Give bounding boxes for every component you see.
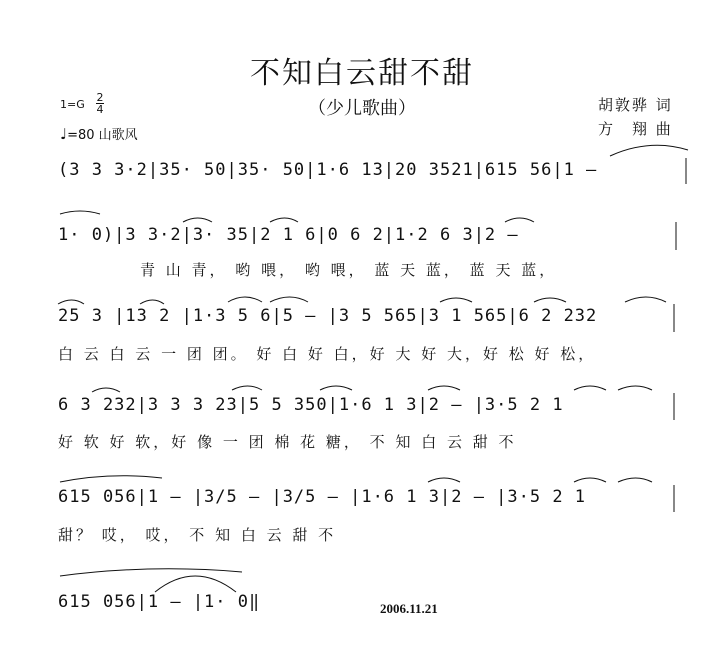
tie-row-6-long bbox=[60, 569, 242, 576]
tie-row-6-b bbox=[155, 576, 236, 592]
tie-row-4-e bbox=[574, 386, 606, 390]
tie-row-2-start bbox=[60, 211, 100, 214]
tie-row-3-b bbox=[140, 300, 164, 304]
tie-row-2-c bbox=[505, 218, 534, 222]
tie-row-5-long bbox=[60, 476, 162, 482]
tie-row-4-d bbox=[428, 386, 460, 390]
lyrics-row-4: 好 软 好 软，好 像 一 团 棉 花 糖， 不 知 白 云 甜 不 bbox=[58, 433, 517, 451]
time-signature-top: 2 bbox=[96, 91, 104, 104]
notation-row-5: 615 056|1 – |3/5 – |3/5 – |1·6 1 3|2 – |3·5 2 1 bbox=[58, 487, 587, 507]
lyrics-row-3: 白 云 白 云 一 团 团。 好 白 好 白，好 大 好 大，好 松 好 松， bbox=[58, 345, 597, 363]
tie-row-1 bbox=[610, 145, 688, 156]
notation-row-6: 615 056|1 – |1· 0‖ bbox=[58, 592, 261, 612]
lyrics-row-5: 甜？ 哎， 哎， 不 知 白 云 甜 不 bbox=[58, 526, 337, 544]
tie-row-4-f bbox=[618, 386, 652, 390]
tie-row-3-c bbox=[228, 297, 262, 302]
tie-row-5-a bbox=[428, 478, 460, 482]
tie-row-5-c bbox=[618, 478, 652, 482]
tie-row-3-d bbox=[270, 297, 308, 302]
tie-row-3-e bbox=[440, 298, 472, 302]
composer-credit: 方 翔 曲 bbox=[598, 120, 673, 138]
lyrics-row-2: 青 山 青， 哟 喂， 哟 喂， 蓝 天 蓝， 蓝 天 蓝， bbox=[140, 261, 558, 279]
notation-row-1: (3 3 3·2|35· 50|35· 50|1·6 13|20 3521|615 56|1 – bbox=[58, 160, 598, 180]
song-subtitle: （少儿歌曲） bbox=[308, 98, 416, 119]
date-stamp: 2006.11.21 bbox=[380, 601, 438, 616]
tie-row-2-b bbox=[270, 218, 298, 222]
time-signature-bottom: 4 bbox=[96, 103, 104, 116]
notation-row-4: 6 3 232|3 3 3 23|5 5 350|1·6 1 3|2 – |3·5 2 1 bbox=[58, 395, 564, 415]
lyricist-credit: 胡敦骅 词 bbox=[598, 96, 673, 114]
quarter-note-icon: ♩ bbox=[60, 125, 68, 143]
tempo-label: =80 山歌风 bbox=[67, 128, 138, 143]
tie-row-2-a bbox=[183, 218, 212, 222]
tie-row-4-a bbox=[92, 388, 120, 392]
notation-row-3: 25 3 |13 2 |1·3 5 6|5 – |3 5 565|3 1 565|6 2 232 bbox=[58, 306, 598, 326]
song-title: 不知白云甜不甜 bbox=[250, 56, 474, 91]
tie-row-3-g bbox=[625, 297, 666, 302]
notation-row-2: 1· 0)|3 3·2|3· 35|2 1 6|0 6 2|1·2 6 3|2 – bbox=[58, 225, 519, 245]
tie-row-4-b bbox=[232, 386, 262, 390]
tie-row-5-b bbox=[574, 478, 606, 482]
tie-row-3-f bbox=[534, 298, 566, 302]
tie-row-4-c bbox=[320, 386, 352, 390]
tie-row-3-a bbox=[58, 300, 84, 304]
key-label: 1=G bbox=[60, 98, 85, 111]
